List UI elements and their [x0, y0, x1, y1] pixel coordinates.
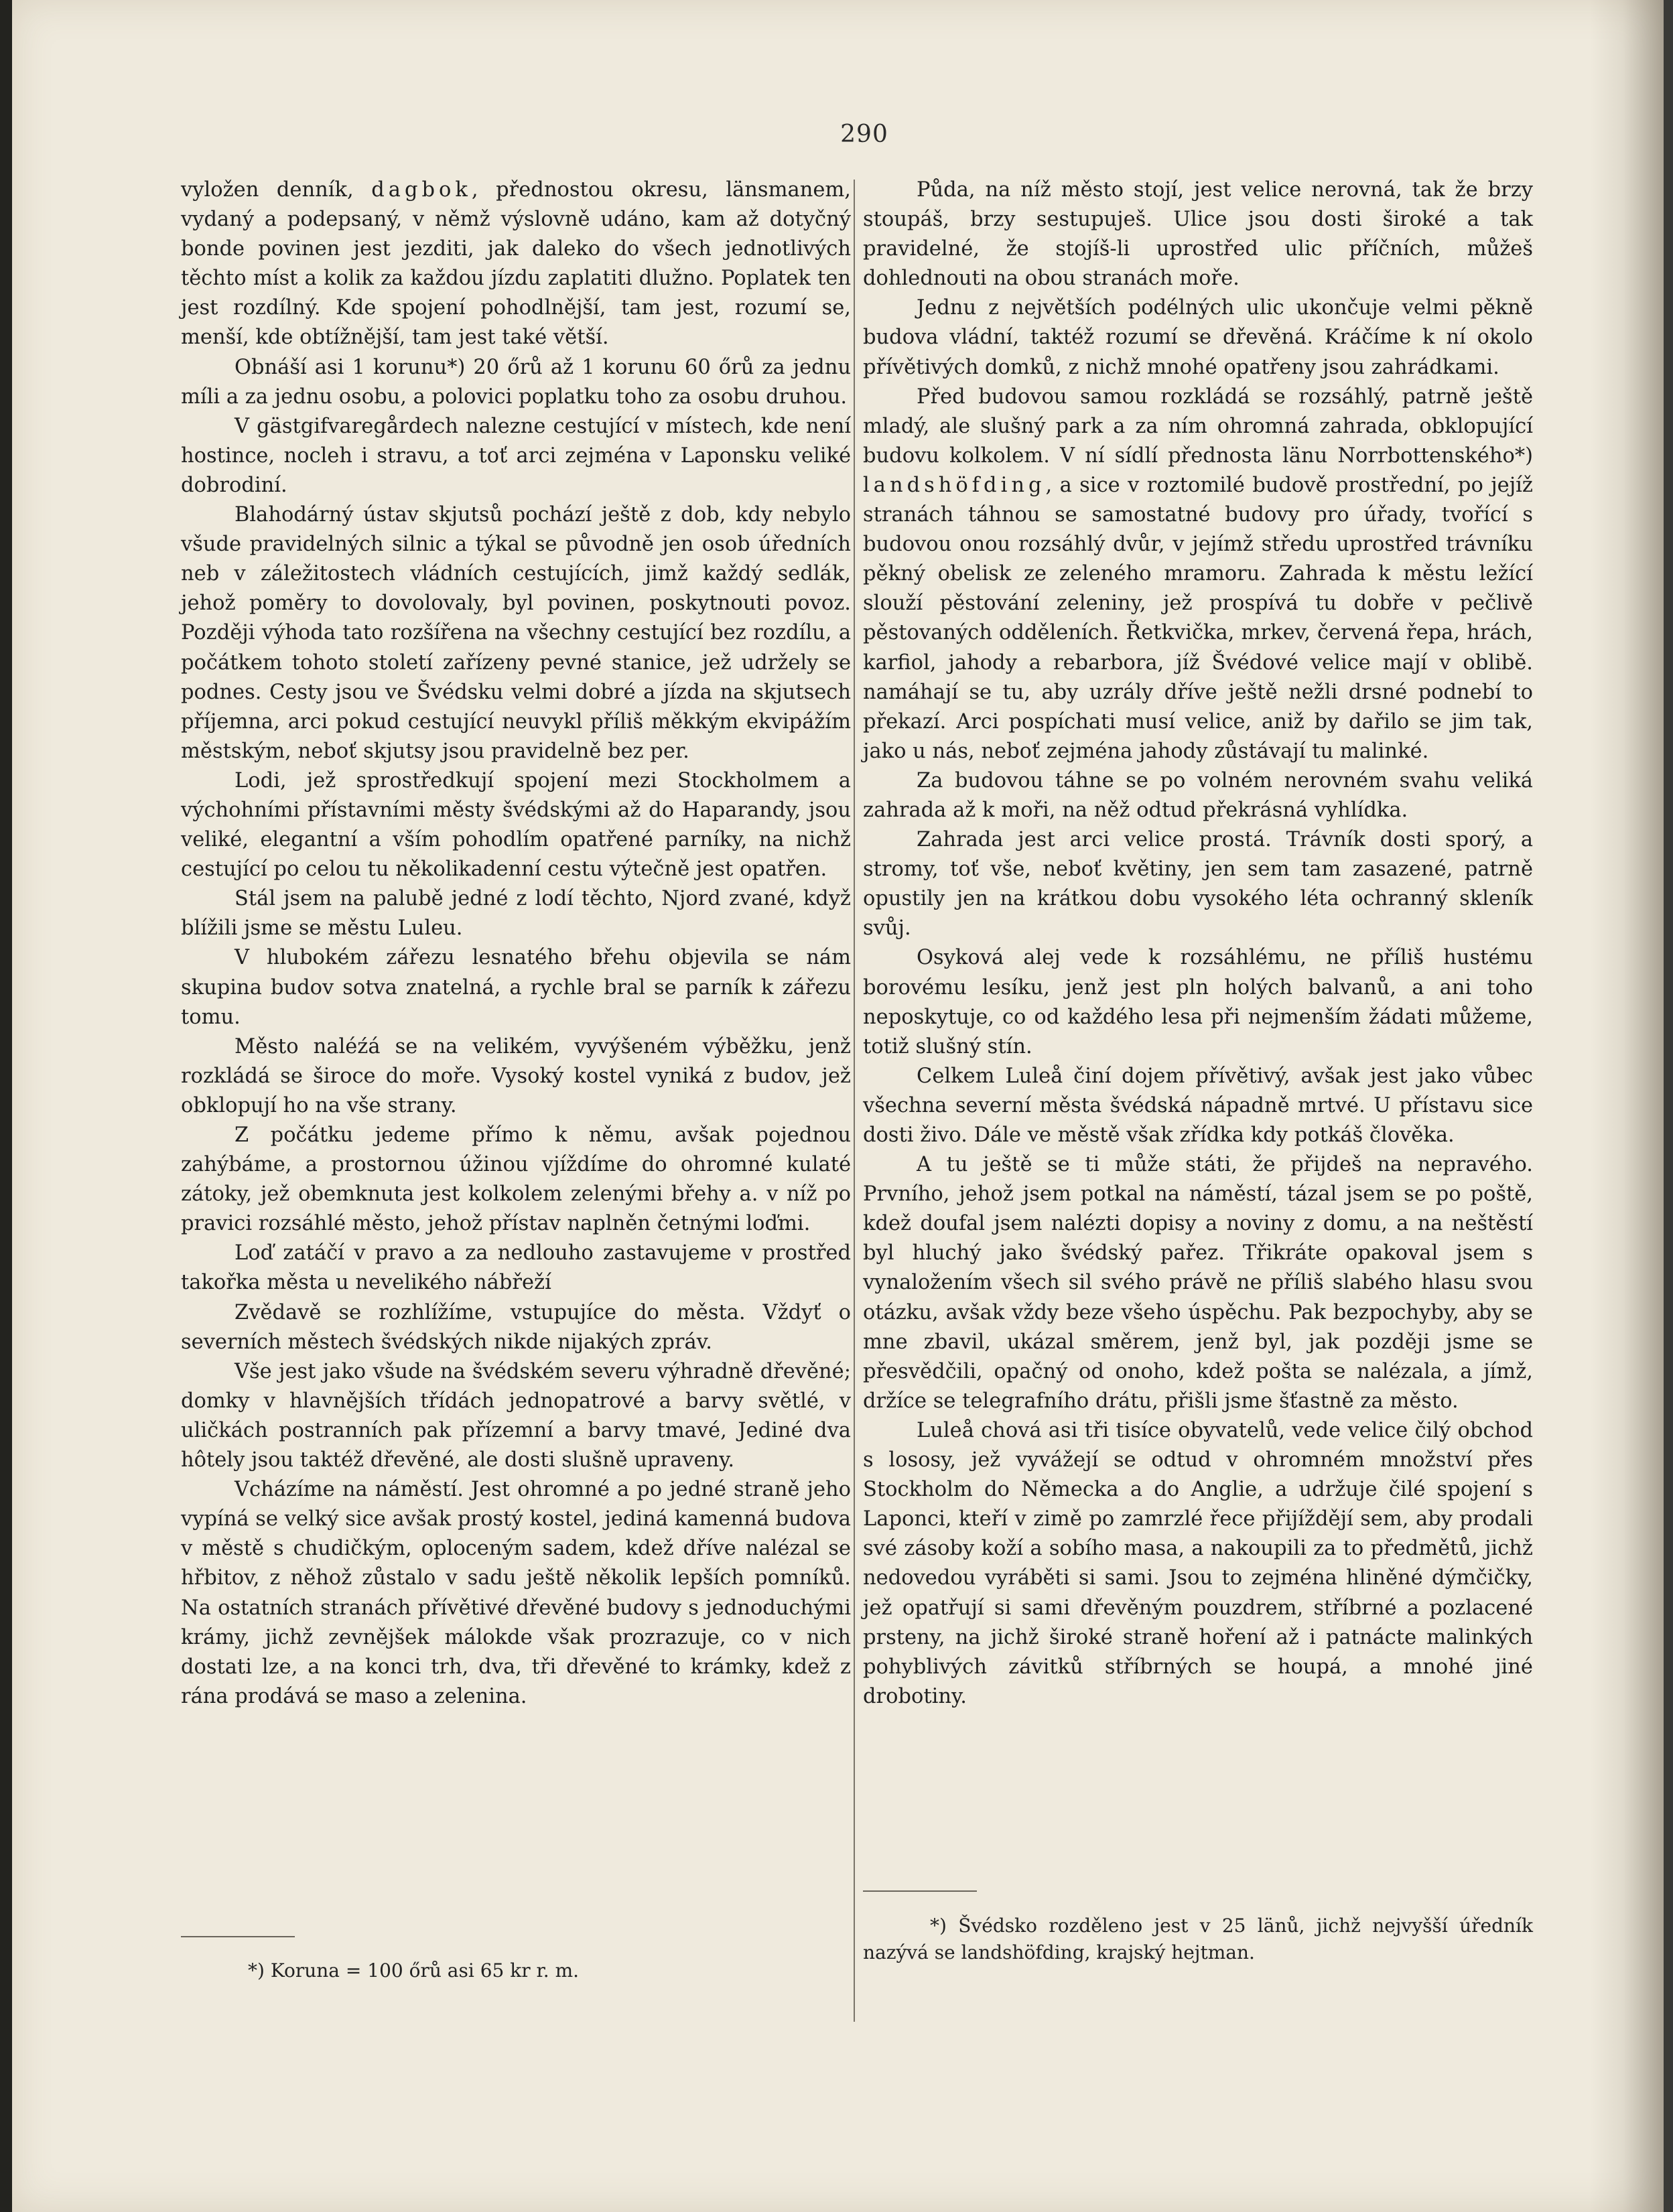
left-paragraph-6: Stál jsem na palubě jedné z lodí těchto, Njord zvané, když blížili jsme se městu Luleu. — [181, 887, 851, 941]
column-divider — [854, 180, 855, 2022]
footnote-rule-left — [181, 1936, 295, 1937]
left-paragraph-2: Obnáší asi 1 korunu*) 20 őrů až 1 korunu 60 őrů za jednu míli a za jednu osobu, a polovici poplatku toho za osobu druhou. — [181, 355, 851, 409]
spaced-emphasis: dagbok — [371, 178, 472, 202]
left-paragraph-13: Vcházíme na náměstí. Jest ohromné a po jedné straně jeho vypíná se velký sice avšak prostý kostel, jediná kamenná budova v městě s chudičkým, oploceným sadem, kdež dříve nalézal se hřbitov, z něhož zůstalo v sadu ještě několik lepších pomníků. Na ostatních stranách přívětivé dřevěné budovy s jednoduchými krámy, jichž zevnějšek málokde však prozrazuje, co v nich dostati lze, a na konci trh, dva, tři dřevěné to krámky, kdež z rána prodává se maso a zelenina. — [181, 1478, 851, 1708]
left-paragraph-4: Blahodárný ústav skjutsů pochází ještě z dob, kdy nebylo všude pravidelných silnic a týkal se původně jen osob úředních neb v záležitostech vládních cestujících, jimž každý sedlák, jehož poměry to dovolovaly, byl povinen, poskytnouti povoz. Později výhoda tato rozšířena na všechny cestující bez rozdílu, a počátkem tohoto století zařízeny pevné stanice, jež udržely se podnes. Cesty jsou ve Švédsku velmi dobré a jízda na skjutsech příjemna, arci pokud cestující neuvykl příliš měkkým ekvipážím městským, neboť skjutsy jsou pravidelně bez per. — [181, 503, 851, 763]
right-paragraph-4: Za budovou táhne se po volném nerovném svahu veliká zahrada až k moři, na něž odtud překrásná vyhlídka. — [863, 768, 1533, 822]
right-paragraph-3: Před budovou samou rozkládá se rozsáhlý, patrně ještě mladý, ale slušný park a za ním ohromná zahrada, obklopující budovu kolkolem. V ní sídlí přednosta länu Norrbottenského*) landshöfding, a sice v roztomilé budově prostřední, po jejíž stranách táhnou se samostatné budovy pro úřady, tvořící s budovou onou rozsáhlý dvůr, v jejímž středu uprostřed trávníku pěkný obelisk ze zeleného mramoru. Zahrada k městu ležící slouží pěstování zeleniny, jež prospívá tu dobře v pečlivě pěstovaných odděleních. Řetkvička, mrkev, červená řepa, hrách, karfiol, jahody a rebarbora, jíž Švédové velice mají v oblibě. namáhají se tu, aby uzrály dříve ještě nežli drsné podnebí to překazí. Arci pospíchati musí velice, aniž by dařilo se jim tak, jako u nás, neboť zejména jahody zůstávají tu malinké. — [863, 385, 1533, 763]
footnote-rule-right — [863, 1890, 977, 1892]
left-paragraph-1 — [181, 176, 851, 353]
left-paragraph-3: V gästgifvaregårdech nalezne cestující v místech, kde není hostince, nocleh i stravu, a toť arci zejména v Laponsku veliké dobrodiní. — [181, 414, 851, 497]
right-paragraph-8: A tu ještě se ti může státi, že přijdeš na nepravého. Prvního, jehož jsem potkal na náměstí, tázal jsem se po poště, kdež doufal jsem nalézti dopisy a noviny z domu, a na neštěstí byl hluchý jako švédský pařez. Třikráte opakoval jsem s vynaložením všech sil svého právě ne příliš slabého hlasu svou otázku, avšak vždy beze všeho úspěchu. Pak bezpochyby, aby se mne zbavil, ukázal směrem, jenž byl, jak později jsme se přesvědčili, opačný od onoho, kdež pošta se nalézala, a jímž, držíce se telegrafního drátu, přišli jsme šťastně za město. — [863, 1153, 1533, 1413]
right-paragraph-9: Luleå chová asi tři tisíce obyvatelů, vede velice čilý obchod s lososy, jež vyvážejí se odtud v ohromném množství přes Stockholm do Německa a do Anglie, a udržuje čilé spojení s Laponci, kteří v zimě po zamrzlé řece přijíždějí sem, aby prodali své zásoby koží a sobího masa, a nakoupili za to předmětů, jichž nedovedou vyráběti si sami. Jsou to zejména hliněné dýmčičky, jež opatřují si sami dřevěným pouzdrem, stříbrné a pozlacené prsteny, na jichž široké straně hoření až i patnácte malinkých pohyblivých závitků stříbrných se houpá, a mnohé jiné drobotiny. — [863, 1418, 1533, 1708]
right-column — [863, 176, 1533, 1712]
left-paragraph-8: Město naléźá se na velikém, vyvýšeném výběžku, jenž rozkládá se široce do moře. Vysoký kostel vyniká z budov, jež obklopují ho na vše strany. — [181, 1034, 851, 1117]
paragraph-text: vyložen denník, dagbok, přednostou okresu, länsmanem, vydaný a podepsaný, v němž výslovně udáno, kam až dotyčný bonde povinen jest jezditi, jak daleko do všech jednotlivých těchto míst a kolik za každou jízdu zaplatiti dlužno. Poplatek ten jest rozdílný. Kde spojení pohodlnější, tam jest, rozumí se, menší, kde obtížnější, tam jest také větší. — [181, 178, 851, 350]
footnote-left: *) Koruna = 100 őrů asi 65 kr r. m. — [248, 1959, 580, 1982]
scan-edge — [0, 0, 12, 2212]
page-fold-shadow — [1590, 0, 1664, 2212]
left-column — [181, 176, 851, 1712]
left-paragraph-7: V hlubokém zářezu lesnatého břehu objevila se nám skupina budov sotva znatelná, a rychle bral se parník k zářezu tomu. — [181, 946, 851, 1029]
page-number: 290 — [840, 121, 888, 148]
right-paragraph-6: Osyková alej vede k rozsáhlému, ne příliš hustému borovému lesíku, jenž jest pln holých balvanů, a ani toho neposkytuje, co od každého lesa při nejmenším žádati můžeme, totiž slušný stín. — [863, 946, 1533, 1058]
spaced-emphasis: landshöfding — [863, 473, 1046, 497]
right-paragraph-5: Zahrada jest arci velice prostá. Trávník dosti sporý, a stromy, toť vše, neboť květiny, jen sem tam zasazené, patrně opustily jen na krátkou dobu vysokého léta ochranný skleník svůj. — [863, 828, 1533, 941]
right-paragraph-2: Jednu z největších podélných ulic ukončuje velmi pěkně budova vládní, taktéž rozumí se dřevěná. Kráčíme k ní okolo přívětivých domků, z nichž mnohé opatřeny jsou zahrádkami. — [863, 296, 1533, 379]
left-paragraph-11: Zvědavě se rozhlížíme, vstupujíce do města. Vždyť o severních městech švédských nikde nijakých zpráv. — [181, 1300, 851, 1354]
right-paragraph-1: Půda, na níž město stojí, jest velice nerovná, tak že brzy stoupáš, brzy sestupuješ. Ulice jsou dosti široké a tak pravidelné, že stojíš-li uprostřed ulic příčních, můžeš dohlednouti na obou stranách moře. — [863, 178, 1533, 291]
left-paragraph-10: Loď zatáčí v pravo a za nedlouho zastavujeme v prostřed takořka města u nevelikého nábřeží — [181, 1241, 851, 1295]
left-paragraph-5: Lodi, jež sprostředkují spojení mezi Stockholmem a výchohními přístavními městy švédskými až do Haparandy, jsou veliké, elegantní a vším pohodlím opatřené parníky, na nichž cestující po celou tu několikadenní cestu výtečně jest opatřen. — [181, 768, 851, 882]
right-paragraph-7: Celkem Luleå činí dojem přívětivý, avšak jest jako vůbec všechna severní města švédská nápadně mrtvé. U přístavu sice dosti živo. Dále ve městě však zřídka kdy potkáš člověka. — [863, 1064, 1533, 1147]
left-paragraph-9: Z počátku jedeme přímo k němu, avšak pojednou zahýbáme, a prostornou úžinou vjíždíme do ohromné kulaté zátoky, jež obemknuta jest kolkolem zelenými břehy a. v níž po pravici rozsáhlé město, jehož přístav naplněn četnými loďmi. — [181, 1123, 851, 1236]
left-paragraph-12: Vše jest jako všude na švédském severu výhradně dřevěné; domky v hlavnějších třídách jednopatrové a barvy světlé, v uličkách postranních pak přízemní a barvy tmavé, Jediné dva hôtely jsou taktéž dřevěné, ale dosti slušně upraveny. — [181, 1359, 851, 1472]
footnote-right: *) Švédsko rozděleno jest v 25 länů, jichž nejvyšší úředník nazývá se landshöfding, krajský hejtman. — [863, 1915, 1533, 1963]
